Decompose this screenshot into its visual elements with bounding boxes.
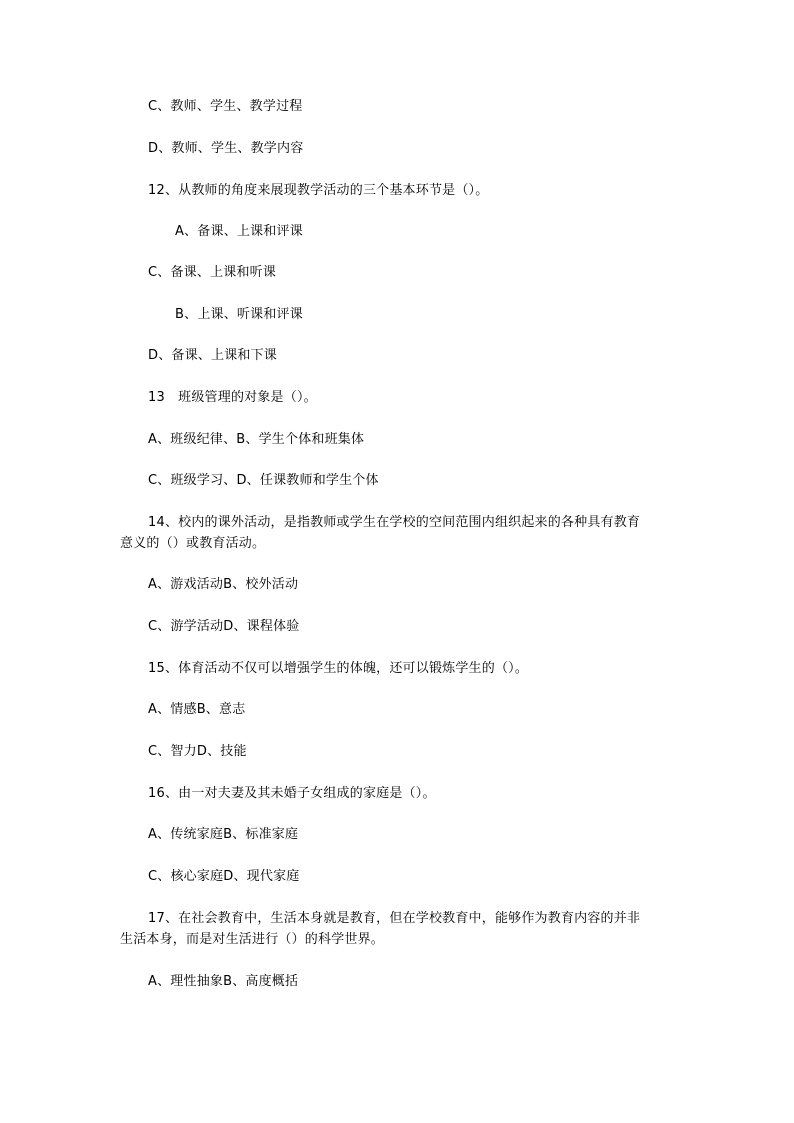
q16-options-cd: C、核心家庭D、现代家庭 [148,869,300,884]
q12-option-b: B、上课、听课和评课 [175,307,303,322]
q17-options-ab: A、理性抽象B、高度概括 [148,974,299,989]
question-14-line1: 14、校内的课外活动，是指教师或学生在学校的空间范围内组织起来的各种具有教育 [148,515,641,530]
q12-option-c: C、备课、上课和听课 [148,265,277,280]
option-d-line: D、教师、学生、教学内容 [148,141,304,156]
q13-options-cd: C、班级学习、D、任课教师和学生个体 [148,473,379,488]
q14-options-cd: C、游学活动D、课程体验 [148,619,300,634]
question-12: 12、从教师的角度来展现教学活动的三个基本环节是（）。 [148,183,489,198]
option-c-line: C、教师、学生、教学过程 [148,99,303,114]
question-15: 15、体育活动不仅可以增强学生的体魄，还可以锻炼学生的（）。 [148,661,529,676]
q12-option-a: A、备课、上课和评课 [175,224,303,239]
q12-option-d: D、备课、上课和下课 [148,348,278,363]
q13-options-ab: A、班级纪律、B、学生个体和班集体 [148,432,365,447]
question-13: 13 班级管理的对象是（）。 [148,390,317,405]
question-17-line1: 17、在社会教育中，生活本身就是教育，但在学校教育中，能够作为教育内容的并非 [148,911,641,926]
q15-options-ab: A、情感B、意志 [148,702,246,717]
q16-options-ab: A、传统家庭B、标准家庭 [148,827,299,842]
question-14-line2: 意义的（）或教育活动。 [120,536,266,551]
q15-options-cd: C、智力D、技能 [148,744,247,759]
q14-options-ab: A、游戏活动B、校外活动 [148,577,299,592]
question-17-line2: 生活本身，而是对生活进行（）的科学世界。 [120,932,385,947]
question-16: 16、由一对夫妻及其未婚子女组成的家庭是（）。 [148,786,436,801]
